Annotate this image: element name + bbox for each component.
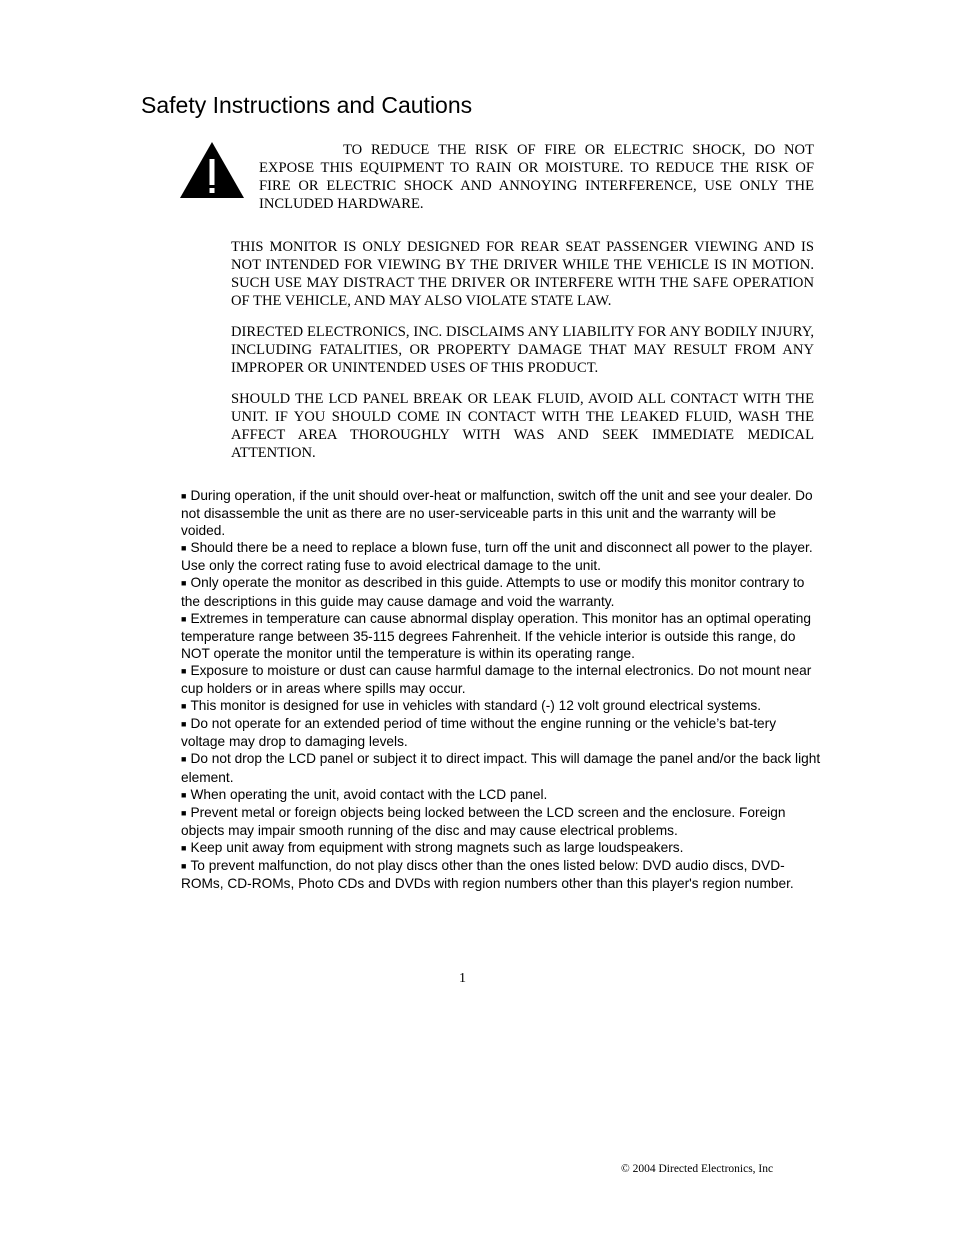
safety-bullet-list <box>181 487 821 892</box>
list-item <box>181 610 821 662</box>
list-item-text: To prevent malfunction, do not play discs other than the ones listed below: DVD audio discs, DVD-ROMs, CD-ROMs, Photo CDs and DVDs with region numbers other than this player's region number. <box>181 857 794 892</box>
warning-triangle-icon <box>179 141 245 199</box>
list-item-text: During operation, if the unit should over-heat or malfunction, switch off the unit and see your dealer. Do not disassemble the unit as there are no user-serviceable parts in this unit and the warranty will be voided. <box>181 488 813 539</box>
bullet-icon: ■ <box>181 860 187 871</box>
list-item <box>181 697 821 715</box>
bullet-icon: ■ <box>181 543 187 554</box>
list-item-text: Do not operate for an extended period of time without the engine running or the vehicle’s bat-tery voltage may drop to damaging levels. <box>181 716 777 750</box>
list-item <box>181 662 821 697</box>
bullet-icon: ■ <box>181 807 187 818</box>
page-title: Safety Instructions and Cautions <box>141 92 473 118</box>
bullet-icon: ■ <box>181 719 187 730</box>
list-item-text: Prevent metal or foreign objects being locked between the LCD screen and the enclosure. Foreign objects may impair smooth running of the disc and may cause electrical problems. <box>181 804 786 838</box>
list-item-text: Exposure to moisture or dust can cause harmful damage to the internal electronics. Do not mount near cup holders or in areas where spills may occur. <box>181 662 812 697</box>
bullet-icon: ■ <box>181 754 187 765</box>
bullet-icon: ■ <box>181 789 187 800</box>
list-item-text: Should there be a need to replace a blown fuse, turn off the unit and disconnect all power to the player. Use only the correct rating fuse to avoid electrical damage to the unit. <box>181 540 813 574</box>
caution-paragraph-viewing: THIS MONITOR IS ONLY DESIGNED FOR REAR SEAT PASSENGER VIEWING AND IS NOT INTENDED FOR VIEWING BY THE DRIVER WHILE THE VEHICLE IS IN MOTION. SUCH USE MAY DISTRACT THE DRIVER OR INTERFERE WITH THE SAFE OPERATION OF THE VEHICLE, AND MAY ALSO VIOLATE STATE LAW. <box>231 239 814 309</box>
list-item <box>181 715 821 750</box>
bullet-icon: ■ <box>181 613 187 624</box>
list-item <box>181 786 821 804</box>
list-item-text: Only operate the monitor as described in this guide. Attempts to use or modify this monitor contrary to the descriptions in this guide may cause damage and void the warranty. <box>181 575 805 609</box>
copyright-footer: © 2004 Directed Electronics, Inc <box>621 1163 774 1175</box>
caution-paragraph-lcd-fluid: SHOULD THE LCD PANEL BREAK OR LEAK FLUID, AVOID ALL CONTACT WITH THE UNIT. IF YOU SHOULD COME IN CONTACT WITH THE LEAKED FLUID, WASH THE AFFECT AREA THOROUGHLY WITH WAS AND SEEK IMMEDIATE MEDICAL ATTENTION. <box>231 391 814 461</box>
list-item <box>181 487 821 539</box>
list-item-text: This monitor is designed for use in vehicles with standard (-) 12 volt ground electrical systems. <box>190 698 761 714</box>
bullet-icon: ■ <box>181 578 187 589</box>
list-item <box>181 839 821 857</box>
warning-paragraph: TO REDUCE THE RISK OF FIRE OR ELECTRIC SHOCK, DO NOT EXPOSE THIS EQUIPMENT TO RAIN OR MOISTURE. TO REDUCE THE RISK OF FIRE OR ELECTRIC SHOCK AND ANNOYING INTERFERENCE, USE ONLY THE INCLUDED HARDWARE. <box>259 142 814 212</box>
list-item <box>181 750 821 785</box>
list-item-text: Extremes in temperature can cause abnormal display operation. This monitor has an optimal operating temperature range between 35-115 degrees Fahrenheit. If the vehicle interior is outside this range, do NOT operate the monitor until the temperature is within its operating range. <box>181 610 812 661</box>
bullet-icon: ■ <box>181 701 187 712</box>
page-number: 1 <box>459 971 466 986</box>
list-item <box>181 574 821 609</box>
list-item <box>181 857 821 892</box>
bullet-icon: ■ <box>181 491 187 501</box>
list-item-text: Keep unit away from equipment with strong magnets such as large loudspeakers. <box>190 839 684 855</box>
list-item-text: Do not drop the LCD panel or subject it to direct impact. This will damage the panel and/or the back light element. <box>181 751 821 785</box>
bullet-icon: ■ <box>181 665 187 676</box>
bullet-icon: ■ <box>181 842 187 853</box>
caution-paragraph-liability: DIRECTED ELECTRONICS, INC. DISCLAIMS ANY LIABILITY FOR ANY BODILY INJURY, INCLUDING FATALITIES, OR PROPERTY DAMAGE THAT MAY RESULT FROM ANY IMPROPER OR UNINTENDED USES OF THIS PRODUCT. <box>231 324 814 376</box>
list-item <box>181 804 821 839</box>
list-item-text: When operating the unit, avoid contact with the LCD panel. <box>190 786 548 802</box>
list-item <box>181 539 821 574</box>
